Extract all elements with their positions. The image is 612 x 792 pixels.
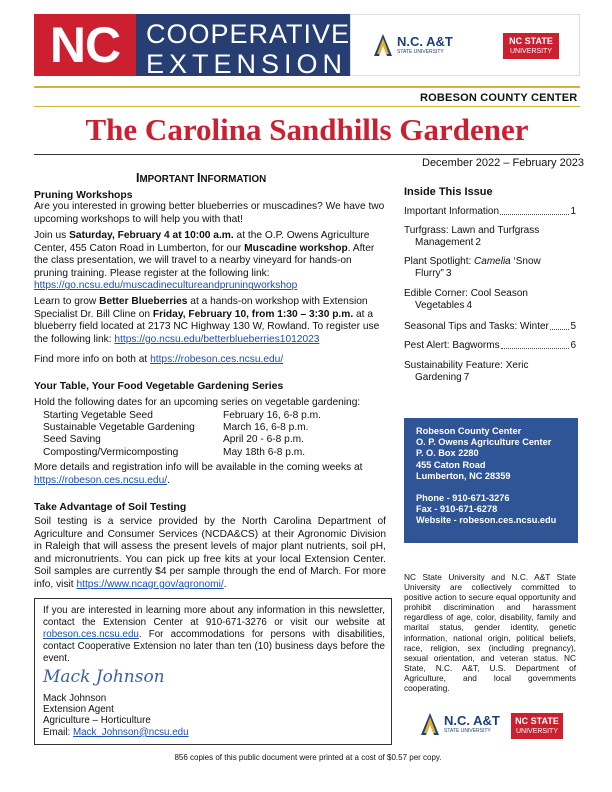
aggie-a-icon [373, 33, 393, 57]
agent-email-line: Email: Mack_Johnson@ncsu.edu [43, 726, 189, 738]
muscadine-paragraph: Join us Saturday, February 4 at 10:00 a.m. at the O.P. Owens Agriculture Center, 455 Caton Road in Lumberton, for our Muscadine workshop. After the class presentation, we will travel to a nearby vineyard for hands-on pruning training. Please register at the following link: https://go.ncsu.edu/muscadinecultureandpruningworkshop [34, 230, 375, 292]
session-name: Composting/Vermicomposting [43, 446, 179, 458]
ncstate-line1: NC STATE [509, 36, 553, 46]
address-line: P. O. Box 2280 [416, 448, 479, 459]
agent-info [43, 693, 189, 738]
soil-testing-body: Soil testing is a service provided by the North Carolina Department of Agriculture and Consumer Services (NCDA&CS) at their Agronomic Division in Raleigh that will assess the present levels of major plant nutrients, soil pH, and micronutrients. You can pick up free kits at your local Extension Center. Soil samples are currently $4 per sample through the end of March. For more info, visit https://www.ncagr.gov/agronomi/. [34, 516, 386, 590]
gold-rule-thin [34, 106, 580, 107]
ncagr-link[interactable]: https://www.ncagr.gov/agronomi/ [76, 578, 224, 590]
contact-box [34, 598, 392, 745]
toc-item-4[interactable]: Edible Corner: Cool Season Vegetables 4 [404, 288, 528, 311]
inside-this-issue-heading: Inside This Issue [404, 186, 493, 198]
agent-email-link[interactable]: Mack_Johnson@ncsu.edu [72, 726, 189, 738]
session-date: March 16, 6-8 p.m. [223, 422, 309, 434]
session-date: February 16, 6-8 p.m. [223, 410, 321, 421]
ncat-sub: STATE UNIVERSITY [397, 49, 444, 55]
issue-date-range: December 2022 – February 2023 [422, 157, 585, 169]
address-line: Robeson County Center [416, 426, 522, 436]
address-line: O. P. Owens Agriculture Center [416, 437, 552, 448]
more-info-line: Find more info on both at https://robeson.ces.ncsu.edu/ [34, 354, 284, 365]
gold-rule [34, 86, 580, 88]
ncstate-logo [503, 33, 559, 59]
toc-item-1[interactable]: Important Information 1 [404, 206, 576, 217]
vegetable-series-intro: Hold the following dates for an upcoming series on vegetable gardening: [34, 397, 361, 408]
website-line: Website - robeson.ces.ncsu.edu [416, 515, 557, 526]
session-date: April 20 - 6-8 p.m. [223, 434, 304, 446]
agent-title: Extension Agent [43, 704, 114, 716]
address-line: Lumberton, NC 28359 [416, 470, 511, 481]
logo-line-cooperative: COOPERATIVE [146, 19, 351, 49]
address-box [404, 418, 578, 543]
print-cost-note: 856 copies of this public document were printed at a cost of $0.57 per copy. [174, 753, 442, 762]
toc-item-3[interactable]: Plant Spotlight: Camelia ‘Snow Flurry” 3 [404, 256, 541, 279]
agent-dept: Agriculture – Horticulture [43, 715, 151, 727]
toc-item-7[interactable]: Sustainability Feature: Xeric Gardening 7 [404, 360, 529, 383]
nc-logo-block: NC [34, 14, 136, 76]
address-line: 455 Caton Road [416, 459, 486, 470]
session-date: May 18th 6-8 p.m. [223, 446, 306, 458]
muscadine-registration-link[interactable]: https://go.ncsu.edu/muscadinecultureandpruningworkshop [34, 280, 298, 292]
aggie-a-icon [420, 712, 440, 736]
ncstate-logo-bottom [511, 713, 563, 739]
vegetable-series-heading: Your Table, Your Food Vegetable Gardening Series [34, 381, 284, 392]
session-name: Sustainable Vegetable Gardening [43, 422, 195, 434]
session-name: Starting Vegetable Seed [43, 410, 153, 421]
session-name: Seed Saving [43, 434, 101, 446]
contact-website-link[interactable]: robeson.ces.ncsu.edu [43, 629, 139, 640]
soil-testing-heading: Take Advantage of Soil Testing [34, 502, 187, 513]
ncat-name: N.C. A&T [397, 34, 453, 49]
blueberry-registration-link[interactable]: https://go.ncsu.edu/betterblueberries1012023 [114, 333, 320, 345]
robeson-website-link-2[interactable]: https://robeson.ces.ncsu.edu/ [34, 474, 168, 486]
toc-item-5[interactable]: Seasonal Tips and Tasks: Winter 5 [404, 321, 576, 332]
vegetable-schedule [43, 410, 321, 459]
ncstate-line2: UNIVERSITY [509, 48, 552, 55]
signature: Mack Johnson [43, 667, 165, 687]
nondiscrimination-statement: NC State University and N.C. A&T State University are collectively committed to positive action to secure equal opportunity and prohibit discrimination and harassment regardless of age, color, disability, family and marital status, gender identity, genetic information, national origin, political beliefs, race, religion, sex (including pregnancy), sexual orientation, and veteran status. NC State, N.C. A&T, U.S. Department of Agriculture, and local governments cooperating. [404, 572, 576, 694]
ncat-sub: STATE UNIVERSITY [444, 728, 491, 734]
toc-item-2[interactable]: Turfgrass: Lawn and Turfgrass Management 2 [404, 225, 540, 248]
ncat-name: N.C. A&T [444, 713, 500, 728]
ncstate-line1: NC STATE [515, 716, 559, 726]
vegetable-series-outro: More details and registration info will be available in the coming weeks at https://robeson.ces.ncsu.edu/. [34, 462, 363, 486]
contact-text: If you are interested in learning more about any information in this newsletter, contact the Extension Center at 910-671-3276 or visit our website at robeson.ces.ncsu.edu. For accommodations for persons with disabilities, contact Cooperative Extension no later than ten (10) business days before the event. [43, 605, 385, 664]
blueberry-paragraph: Learn to grow Better Blueberries at a hands-on workshop with Extension Specialist Dr. Bill Cline on Friday, February 10, from 1:30 – 3:30 p.m. at a blueberry field located at 2173 NC Highway 130 W, Rowland. To register use the following link: https://go.ncsu.edu/betterblueberries1012023 [34, 296, 380, 345]
important-information-heading: IMPORTANT INFORMATION [136, 171, 267, 185]
county-center-label: ROBESON COUNTY CENTER [420, 92, 578, 104]
cooperative-extension-logo [136, 14, 351, 79]
pruning-workshops-heading: Pruning Workshops [34, 190, 133, 201]
toc-item-6[interactable]: Pest Alert: Bagworms 6 [404, 340, 576, 351]
ncstate-line2: UNIVERSITY [515, 728, 558, 735]
title-rule [34, 154, 580, 155]
ncat-logo [373, 33, 453, 57]
partner-logos [350, 14, 580, 76]
agent-name: Mack Johnson [43, 693, 107, 704]
pruning-intro: Are you interested in growing better blueberries or muscadines? We have two upcoming workshops to will help you with that! [34, 201, 385, 225]
newsletter-title: The Carolina Sandhills Gardener [85, 112, 529, 147]
ncat-logo-bottom [420, 712, 500, 736]
logo-line-extension: EXTENSION [146, 49, 348, 79]
robeson-website-link[interactable]: https://robeson.ces.ncsu.edu/ [150, 354, 284, 365]
fax-line: Fax - 910-671-6278 [416, 504, 498, 515]
phone-line: Phone - 910-671-3276 [416, 493, 510, 504]
